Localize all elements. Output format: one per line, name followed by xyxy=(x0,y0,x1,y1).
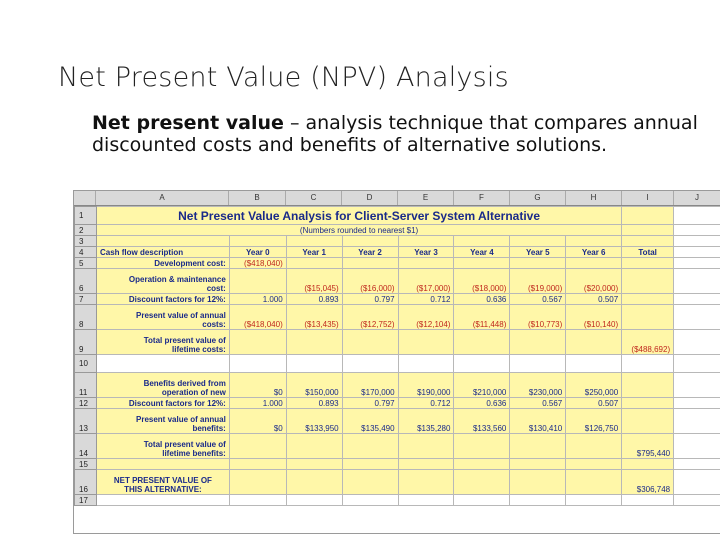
table-row: 16 NET PRESENT VALUE OF THIS ALTERNATIVE: $306,748 xyxy=(75,470,720,495)
disc-label: Discount factors for 12%: xyxy=(96,294,229,305)
pv-cost-value: ($13,435) xyxy=(286,305,342,330)
disc-value: 0.507 xyxy=(566,294,622,305)
table-row: 4 Cash flow description Year 0 Year 1 Year 2 Year 3 Year 4 Year 5 Year 6 Total xyxy=(75,247,720,258)
ben-value: $230,000 xyxy=(510,373,566,398)
ben-label-line1: Benefits derived from xyxy=(143,379,226,388)
pv-cost-label-line2: costs: xyxy=(202,320,226,329)
year-header: Year 3 xyxy=(398,247,454,258)
tpv-cost-label-line1: Total present value of xyxy=(143,336,226,345)
table-row: 8 Present value of annual costs: ($418,040) ($13,435) ($12,752) ($12,104) ($11,448) ($10,773) ($10,140) xyxy=(75,305,720,330)
om-value: ($19,000) xyxy=(510,269,566,294)
disc-value: 0.893 xyxy=(286,294,342,305)
pv-ben-value: $133,950 xyxy=(286,409,342,434)
disc-label-2: Discount factors for 12%: xyxy=(96,398,229,409)
table-row: 6 Operation & maintenance cost: ($15,045) ($16,000) ($17,000) ($18,000) ($19,000) ($20,000) xyxy=(75,269,720,294)
npv-label-line1: NET PRESENT VALUE OF xyxy=(113,476,212,485)
npv-table xyxy=(74,206,720,506)
disc-value: 0.636 xyxy=(454,398,510,409)
tpv-ben-label-line2: lifetime benefits: xyxy=(162,449,226,458)
table-row: 10 xyxy=(75,355,720,373)
disc-value: 0.507 xyxy=(566,398,622,409)
pv-ben-label-line1: Present value of annual xyxy=(136,415,226,424)
pv-ben-label xyxy=(96,409,229,434)
disc-value: 0.893 xyxy=(286,398,342,409)
col-b: B xyxy=(229,191,286,205)
definition: – analysis technique that compares annual discounted costs and benefits of alternative solutions. xyxy=(92,112,698,156)
ben-value: $210,000 xyxy=(454,373,510,398)
term: Net present value xyxy=(92,112,284,134)
ben-value: $170,000 xyxy=(342,373,398,398)
pv-cost-value: ($11,448) xyxy=(454,305,510,330)
slide-title: Net Present Value (NPV) Analysis xyxy=(58,62,509,93)
ben-label-line2: operation of new xyxy=(161,388,226,397)
disc-value: 1.000 xyxy=(229,398,286,409)
tpv-cost-value: ($488,692) xyxy=(622,330,674,355)
tpv-ben-label xyxy=(96,434,229,459)
tpv-cost-label xyxy=(96,330,229,355)
dev-cost-label: Development cost: xyxy=(96,258,229,269)
col-d: D xyxy=(342,191,398,205)
year-header: Year 0 xyxy=(229,247,286,258)
pv-cost-value: ($12,752) xyxy=(342,305,398,330)
col-i: I xyxy=(622,191,674,205)
ben-value: $150,000 xyxy=(286,373,342,398)
om-value: ($17,000) xyxy=(398,269,454,294)
year-header: Year 2 xyxy=(342,247,398,258)
table-row: 1 Net Present Value Analysis for Client-Server System Alternative xyxy=(75,207,720,225)
disc-value: 0.636 xyxy=(454,294,510,305)
dev-cost-value: ($418,040) xyxy=(229,258,286,269)
col-h: H xyxy=(566,191,622,205)
npv-label-line2: THIS ALTERNATIVE: xyxy=(124,485,202,494)
col-c: C xyxy=(286,191,342,205)
om-value: ($18,000) xyxy=(454,269,510,294)
tpv-ben-label-line1: Total present value of xyxy=(143,440,226,449)
npv-label xyxy=(96,470,229,495)
col-a: A xyxy=(96,191,229,205)
pv-ben-value: $133,560 xyxy=(454,409,510,434)
year-header: Year 5 xyxy=(510,247,566,258)
year-header: Year 6 xyxy=(566,247,622,258)
pv-ben-value: $0 xyxy=(229,409,286,434)
sheet-note: (Numbers rounded to nearest $1) xyxy=(96,225,621,236)
tpv-cost-label-line2: lifetime costs: xyxy=(172,345,226,354)
disc-value: 0.797 xyxy=(342,398,398,409)
om-value xyxy=(229,269,286,294)
table-row: 9 Total present value of lifetime costs: ($488,692) xyxy=(75,330,720,355)
pv-cost-value: ($10,773) xyxy=(510,305,566,330)
pv-cost-label-line1: Present value of annual xyxy=(136,311,226,320)
ben-label xyxy=(96,373,229,398)
sheet-title: Net Present Value Analysis for Client-Server System Alternative xyxy=(96,207,621,225)
om-value: ($15,045) xyxy=(286,269,342,294)
col-j: J xyxy=(674,191,720,205)
ben-value: $250,000 xyxy=(566,373,622,398)
om-label-line1: Operation & maintenance xyxy=(128,275,226,284)
table-row: 12 Discount factors for 12%: 1.000 0.893 0.797 0.712 0.636 0.567 0.507 xyxy=(75,398,720,409)
disc-value: 0.712 xyxy=(398,294,454,305)
pv-cost-label xyxy=(96,305,229,330)
tpv-ben-value: $795,440 xyxy=(622,434,674,459)
om-value: ($16,000) xyxy=(342,269,398,294)
disc-value: 0.797 xyxy=(342,294,398,305)
pv-ben-value: $130,410 xyxy=(510,409,566,434)
pv-ben-value: $135,280 xyxy=(398,409,454,434)
corner-cell xyxy=(74,191,96,205)
om-value: ($20,000) xyxy=(566,269,622,294)
total-header: Total xyxy=(622,247,674,258)
table-row: 13 Present value of annual benefits: $0 $133,950 $135,490 $135,280 $133,560 $130,410 $126,750 xyxy=(75,409,720,434)
disc-value: 1.000 xyxy=(229,294,286,305)
ben-value: $0 xyxy=(229,373,286,398)
table-row: 3 xyxy=(75,236,720,247)
pv-cost-value: ($12,104) xyxy=(398,305,454,330)
column-header-row xyxy=(74,191,720,206)
slide-subtitle xyxy=(92,112,702,156)
year-header: Year 1 xyxy=(286,247,342,258)
table-row: 15 xyxy=(75,459,720,470)
table-row: 2 (Numbers rounded to nearest $1) xyxy=(75,225,720,236)
pv-ben-label-line2: benefits: xyxy=(192,424,226,433)
pv-ben-value: $126,750 xyxy=(566,409,622,434)
year-header: Year 4 xyxy=(454,247,510,258)
npv-value: $306,748 xyxy=(622,470,674,495)
table-row: 11 Benefits derived from operation of new $0 $150,000 $170,000 $190,000 $210,000 $230,000 $250,000 xyxy=(75,373,720,398)
table-row: 5 Development cost: ($418,040) xyxy=(75,258,720,269)
pv-cost-value: ($10,140) xyxy=(566,305,622,330)
col-f: F xyxy=(454,191,510,205)
header-label: Cash flow description xyxy=(96,247,229,258)
table-row: 17 xyxy=(75,495,720,506)
spreadsheet-image xyxy=(73,190,720,534)
om-label xyxy=(96,269,229,294)
ben-value: $190,000 xyxy=(398,373,454,398)
col-g: G xyxy=(510,191,566,205)
col-e: E xyxy=(398,191,454,205)
disc-value: 0.712 xyxy=(398,398,454,409)
pv-ben-value: $135,490 xyxy=(342,409,398,434)
table-row: 7 Discount factors for 12%: 1.000 0.893 0.797 0.712 0.636 0.567 0.507 xyxy=(75,294,720,305)
disc-value: 0.567 xyxy=(510,398,566,409)
disc-value: 0.567 xyxy=(510,294,566,305)
table-row: 14 Total present value of lifetime benefits: $795,440 xyxy=(75,434,720,459)
pv-cost-value: ($418,040) xyxy=(229,305,286,330)
om-label-line2: cost: xyxy=(206,284,226,293)
